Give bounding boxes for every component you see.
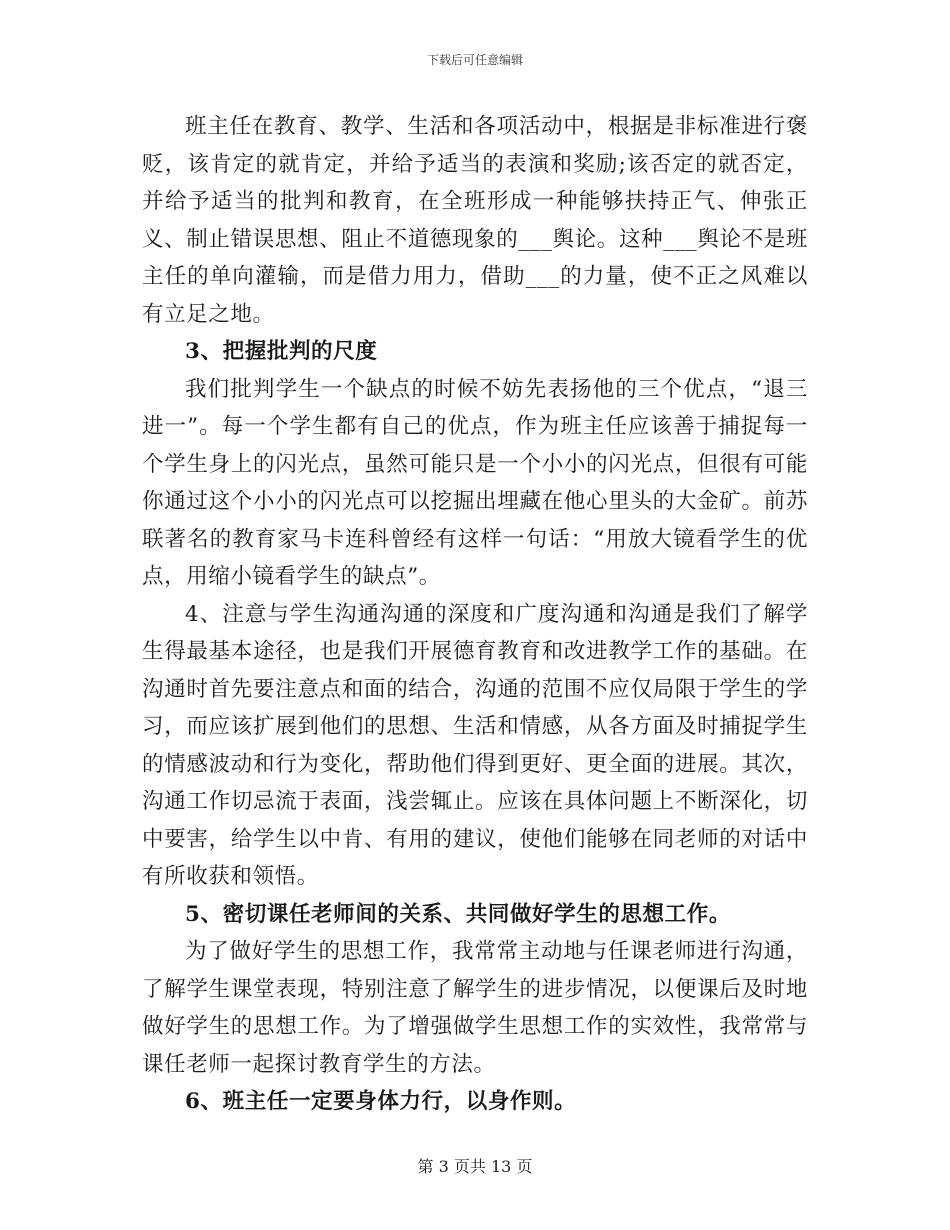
paragraph-teacher-cooperation: 为了做好学生的思想工作，我常常主动地与任课老师进行沟通，了解学生课堂表现，特别注意了解学生的进步情况，以便课后及时地做好学生的思想工作。为了增强做学生思想工作的实效性，我常常与课任老师一起探讨教育学生的方法。 [142,939,808,1077]
heading-section-3: 3、把握批判的尺度 [185,339,378,364]
heading-section-6: 6、班主任一定要身体力行，以身作则。 [185,1089,577,1114]
document-body [142,108,808,1121]
paragraph-public-opinion: 班主任在教育、教学、生活和各项活动中，根据是非标准进行褒贬，该肯定的就肯定，并给予适当的表演和奖励;该否定的就否定，并给予适当的批判和教育，在全班形成一种能够扶持正气、伸张正义、制止错误思想、阻止不道德现象的___舆论。这种___舆论不是班主任的单向灌输，而是借力用力，借助___的力量，使不正之风难以有立足之地。 [142,114,808,327]
page-number: 第 3 页共 13 页 [417,1157,533,1176]
paragraph-criticism-scale: 我们批判学生一个缺点的时候不妨先表扬他的三个优点，“退三进一”。每一个学生都有自己的优点，作为班主任应该善于捕捉每一个学生身上的闪光点，虽然可能只是一个小小的闪光点，但很有可能你通过这个小小的闪光点可以挖掘出埋藏在他心里头的大金矿。前苏联著名的教育家马卡连科曾经有这样一句话：“用放大镜看学生的优点，用缩小镜看学生的缺点”。 [142,376,808,589]
heading-section-5: 5、密切课任老师间的关系、共同做好学生的思想工作。 [185,901,731,927]
paragraph-communication: 4、注意与学生沟通沟通的深度和广度沟通和沟通是我们了解学生得最基本途径，也是我们开展德育教育和改进教学工作的基础。在沟通时首先要注意点和面的结合，沟通的范围不应仅局限于学生的学习，而应该扩展到他们的思想、生活和情感，从各方面及时捕捉学生的情感波动和行为变化，帮助他们得到更好、更全面的进展。其次，沟通工作切忌流于表面，浅尝辄止。应该在具体问题上不断深化，切中要害，给学生以中肯、有用的建议，使他们能够在同老师的对话中有所收获和领悟。 [142,601,808,889]
page-header: 下载后可任意编辑 [426,53,523,67]
